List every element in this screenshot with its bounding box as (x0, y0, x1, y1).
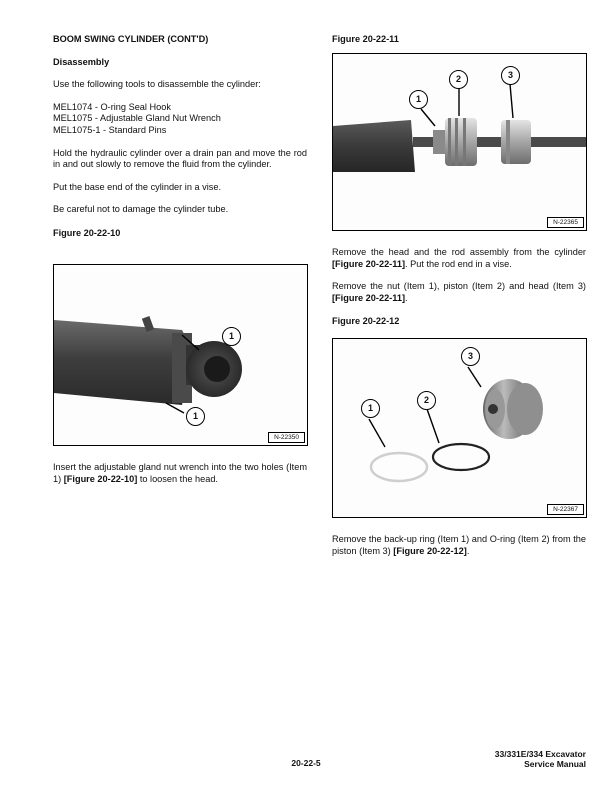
right-column (332, 34, 586, 46)
figure-label-20-22-12: Figure 20-22-12 (332, 316, 400, 327)
paragraph-remove-nut (332, 281, 586, 304)
figure-reference: [Figure 20-22-11] (332, 258, 406, 269)
figure-reference: [Figure 20-22-11] (332, 292, 406, 303)
callout-item-3: 3 (501, 66, 520, 85)
text: . Put the rod end in a vise. (405, 258, 512, 269)
figure-reference: [Figure 20-22-12] (393, 545, 467, 556)
callout-item-1: 1 (409, 90, 428, 109)
section-heading: BOOM SWING CYLINDER (CONT'D) (53, 34, 209, 44)
page-number: 20-22-5 (291, 758, 321, 768)
text: Remove the back-up ring (Item 1) and O-ring (Item 2) from the piston (Item 3) (332, 534, 586, 556)
callout-item-1: 1 (222, 327, 241, 346)
subheading-disassembly: Disassembly (53, 56, 110, 67)
paragraph-remove-rings (332, 534, 586, 557)
cylinder-photo (54, 265, 307, 445)
text: . (466, 545, 470, 556)
paragraph-careful: Be careful not to damage the cylinder tube. (53, 204, 229, 215)
tools-intro: Use the following tools to disassemble the cylinder: (53, 79, 261, 90)
tool-item: MEL1075-1 - Standard Pins (53, 124, 167, 135)
tool-item: MEL1074 - O-ring Seal Hook (53, 101, 171, 112)
figure-id: N-22367 (547, 504, 584, 515)
figure-20-22-11 (332, 53, 587, 231)
paragraph-insert-wrench (53, 462, 307, 485)
manual-title-line1: 33/331E/334 Excavator (494, 749, 586, 759)
manual-title-line2: Service Manual (524, 759, 586, 769)
paragraph-remove-head (332, 247, 586, 270)
text: . (405, 292, 408, 303)
figure-id: N-22350 (268, 432, 305, 443)
paragraph-base-end: Put the base end of the cylinder in a vise. (53, 181, 222, 192)
left-column (53, 34, 307, 240)
text: Remove the nut (Item 1), piston (Item 2) and head (Item 3) (332, 281, 586, 292)
text: Remove the head and the rod assembly from the cylinder (332, 247, 586, 257)
figure-20-22-12 (332, 338, 587, 518)
figure-id: N-22365 (547, 217, 584, 228)
callout-item-2: 2 (417, 391, 436, 410)
figure-reference: [Figure 20-22-10] (63, 473, 138, 484)
figure-label-20-22-11: Figure 20-22-11 (332, 34, 399, 44)
figure-20-22-10 (53, 264, 308, 446)
tools-list (53, 102, 307, 137)
insert-wrench-paragraph (53, 462, 307, 485)
callout-item-3: 3 (461, 347, 480, 366)
callout-item-2: 2 (449, 70, 468, 89)
manual-title (495, 749, 586, 769)
callout-item-1: 1 (361, 399, 380, 418)
callout-item-1: 1 (186, 407, 205, 426)
right-column-lower (332, 247, 586, 328)
tool-item: MEL1075 - Adjustable Gland Nut Wrench (53, 113, 221, 124)
text: to loosen the head. (137, 473, 218, 484)
piston-rings-photo (333, 339, 586, 517)
paragraph-hold-cylinder: Hold the hydraulic cylinder over a drain pan and move the rod in and out slowly to remove the fluid from the cylinder. (53, 147, 307, 170)
figure-label-20-22-10: Figure 20-22-10 (53, 227, 121, 238)
text: Insert the adjustable gland nut wrench into the two holes (Item 1) (53, 462, 307, 484)
remove-ring-paragraph (332, 534, 586, 557)
